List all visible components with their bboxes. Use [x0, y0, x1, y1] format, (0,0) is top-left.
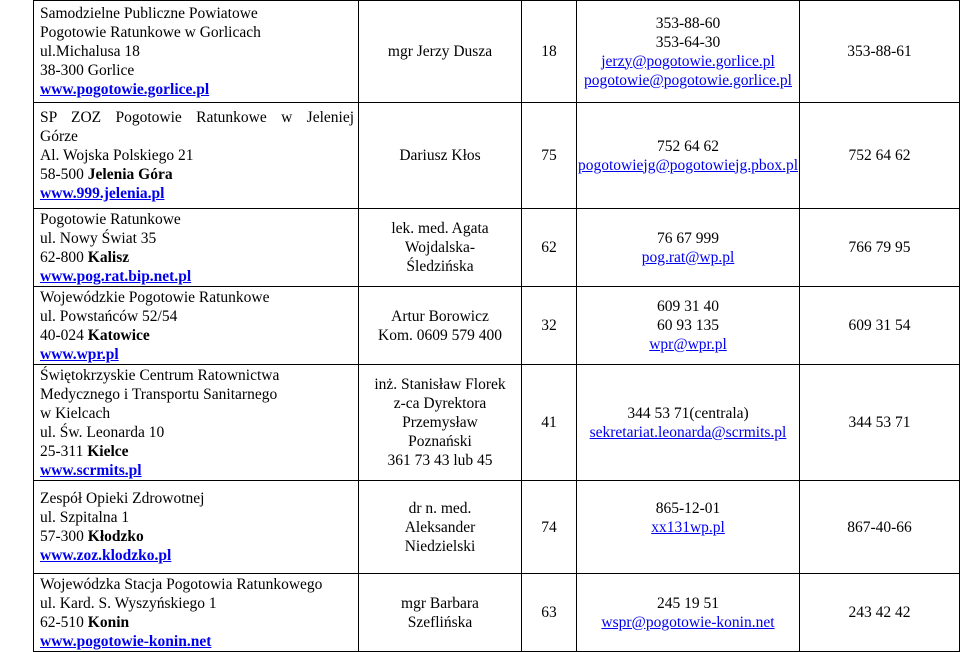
email-link[interactable]: xx131wp.pl — [651, 518, 725, 536]
postal-city — [40, 165, 354, 184]
postal-code: 58-500 — [40, 166, 84, 183]
city-name: Katowice — [87, 326, 150, 344]
table-row — [34, 287, 960, 365]
director-name: Śledzińska — [406, 258, 474, 275]
postal-city — [40, 613, 354, 632]
postal-city — [40, 527, 354, 546]
director-name: mgr Barbara — [401, 594, 479, 612]
city-name: Kalisz — [87, 248, 130, 266]
director-name: dr n. med. — [408, 499, 472, 517]
email-link[interactable]: wpr@wpr.pl — [649, 336, 727, 353]
table-row — [34, 1, 960, 103]
institution-cell — [34, 1, 359, 103]
website-link[interactable]: www.pog.rat.bip.net.pl — [40, 267, 192, 285]
director-name: z-ca Dyrektora — [393, 395, 487, 412]
postal-code: 25-311 — [40, 442, 84, 460]
fax-cell: 243 42 42 — [800, 574, 960, 652]
director-phone: Kom. 0609 579 400 — [378, 326, 502, 344]
postal-code: 62-800 — [40, 248, 84, 266]
institution-name: Medycznego i Transportu Sanitarnego — [40, 385, 278, 403]
phone: 245 19 51 — [657, 594, 719, 612]
director-name: Dariusz Kłos — [399, 147, 481, 164]
director-cell — [359, 365, 522, 481]
institution-cell — [34, 209, 359, 287]
phone: 344 53 71(centrala) — [627, 404, 749, 422]
website-link[interactable]: www.wpr.pl — [40, 345, 119, 363]
director-cell — [359, 287, 522, 365]
director-name: Niedzielski — [404, 537, 476, 555]
phone: 865-12-01 — [655, 499, 721, 517]
phone: 353-64-30 — [655, 33, 721, 51]
director-cell — [359, 103, 522, 209]
street-address: ul. Powstańców 52/54 — [40, 307, 178, 325]
fax-cell: 766 79 95 — [800, 209, 960, 287]
street-address: ul. Św. Leonarda 10 — [40, 423, 165, 441]
institution-cell — [34, 574, 359, 652]
director-name: Poznański — [408, 433, 472, 450]
fax-cell: 609 31 54 — [800, 287, 960, 365]
institution-name: SP ZOZ Pogotowie Ratunkowe w Jeleniej — [40, 109, 354, 126]
phone: 752 64 62 — [657, 137, 719, 155]
street-address: ul.Michalusa 18 — [40, 43, 140, 60]
institution-name: Górze — [40, 128, 78, 145]
email-link[interactable]: pogotowie@pogotowie.gorlice.pl — [584, 71, 792, 89]
director-cell — [359, 209, 522, 287]
email-link[interactable]: wspr@pogotowie-konin.net — [601, 613, 775, 631]
count-cell: 41 — [522, 365, 577, 481]
fax-cell: 752 64 62 — [800, 103, 960, 209]
count-cell: 32 — [522, 287, 577, 365]
institution-cell — [34, 481, 359, 574]
contact-cell — [577, 1, 800, 103]
street-address: Al. Wojska Polskiego 21 — [40, 147, 194, 164]
city-name: Konin — [87, 613, 130, 631]
institution-name: Wojewódzkie Pogotowie Ratunkowe — [40, 288, 270, 306]
director-name: Aleksander — [404, 518, 476, 536]
city-name: Kłodzko — [87, 528, 144, 545]
website-link[interactable]: www.scrmits.pl — [40, 461, 142, 479]
postal-code: 40-024 — [40, 326, 84, 344]
institution-name: Samodzielne Publiczne Powiatowe — [40, 5, 258, 22]
table-row — [34, 481, 960, 574]
email-link[interactable]: sekretariat.leonarda@scrmits.pl — [589, 423, 787, 441]
fax-cell: 344 53 71 — [800, 365, 960, 481]
phone: 60 93 135 — [657, 317, 719, 334]
email-link[interactable]: jerzy@pogotowie.gorlice.pl — [601, 52, 775, 70]
contact-cell — [577, 287, 800, 365]
director-name: inż. Stanisław Florek — [374, 376, 506, 393]
postal-city — [40, 326, 354, 345]
phone: 76 67 999 — [657, 229, 719, 247]
count-cell: 74 — [522, 481, 577, 574]
street-address: ul. Nowy Świat 35 — [40, 229, 157, 247]
website-link[interactable]: www.zoz.klodzko.pl — [40, 547, 172, 564]
director-phone: 361 73 43 lub 45 — [387, 452, 493, 469]
contact-cell — [577, 209, 800, 287]
institution-name: Wojewódzka Stacja Pogotowia Ratunkowego — [40, 575, 323, 593]
street-address: ul. Szpitalna 1 — [40, 509, 130, 526]
website-link[interactable]: www.pogotowie.gorlice.pl — [40, 81, 210, 98]
fax-cell: 353-88-61 — [800, 1, 960, 103]
director-name: Szeflińska — [407, 613, 473, 631]
institution-cell — [34, 287, 359, 365]
institution-name: Pogotowie Ratunkowe w Gorlicach — [40, 24, 261, 41]
phone: 353-88-60 — [655, 14, 721, 32]
email-link[interactable]: pogotowiejg@pogotowiejg.pbox.pl — [577, 156, 799, 174]
contact-cell — [577, 365, 800, 481]
director-cell — [359, 574, 522, 652]
postal-city — [40, 442, 354, 461]
postal-city — [40, 248, 354, 267]
contact-cell — [577, 481, 800, 574]
institution-name: Zespół Opieki Zdrowotnej — [40, 490, 205, 507]
website-link[interactable]: www.pogotowie-konin.net — [40, 632, 212, 650]
table-row — [34, 574, 960, 652]
count-cell: 18 — [522, 1, 577, 103]
count-cell: 63 — [522, 574, 577, 652]
director-name: Artur Borowicz — [391, 307, 489, 325]
website-link[interactable]: www.999.jelenia.pl — [40, 185, 165, 202]
postal-code: 57-300 — [40, 528, 84, 545]
director-name: Przemysław — [402, 414, 478, 431]
institution-name: w Kielcach — [40, 404, 111, 422]
director-name: lek. med. Agata — [391, 220, 489, 237]
phone: 609 31 40 — [657, 298, 719, 315]
city-name: Jelenia Góra — [87, 166, 173, 183]
director-name: Wojdalska- — [404, 239, 476, 256]
postal-city: 38-300 Gorlice — [40, 62, 135, 79]
director-cell — [359, 1, 522, 103]
institution-cell — [34, 103, 359, 209]
table-row — [34, 103, 960, 209]
institution-cell — [34, 365, 359, 481]
count-cell: 62 — [522, 209, 577, 287]
fax-cell: 867-40-66 — [800, 481, 960, 574]
table-row — [34, 365, 960, 481]
street-address: ul. Kard. S. Wyszyńskiego 1 — [40, 594, 217, 612]
institution-name: Świętokrzyskie Centrum Ratownictwa — [40, 366, 280, 384]
postal-code: 62-510 — [40, 613, 84, 631]
count-cell: 75 — [522, 103, 577, 209]
institution-name: Pogotowie Ratunkowe — [40, 210, 181, 228]
contact-cell — [577, 574, 800, 652]
ambulance-stations-table — [33, 0, 960, 652]
contact-cell — [577, 103, 800, 209]
email-link[interactable]: pog.rat@wp.pl — [641, 248, 735, 266]
city-name: Kielce — [87, 442, 129, 460]
director-cell — [359, 481, 522, 574]
table-row — [34, 209, 960, 287]
spacer — [577, 537, 799, 556]
director-name: mgr Jerzy Dusza — [387, 43, 493, 60]
